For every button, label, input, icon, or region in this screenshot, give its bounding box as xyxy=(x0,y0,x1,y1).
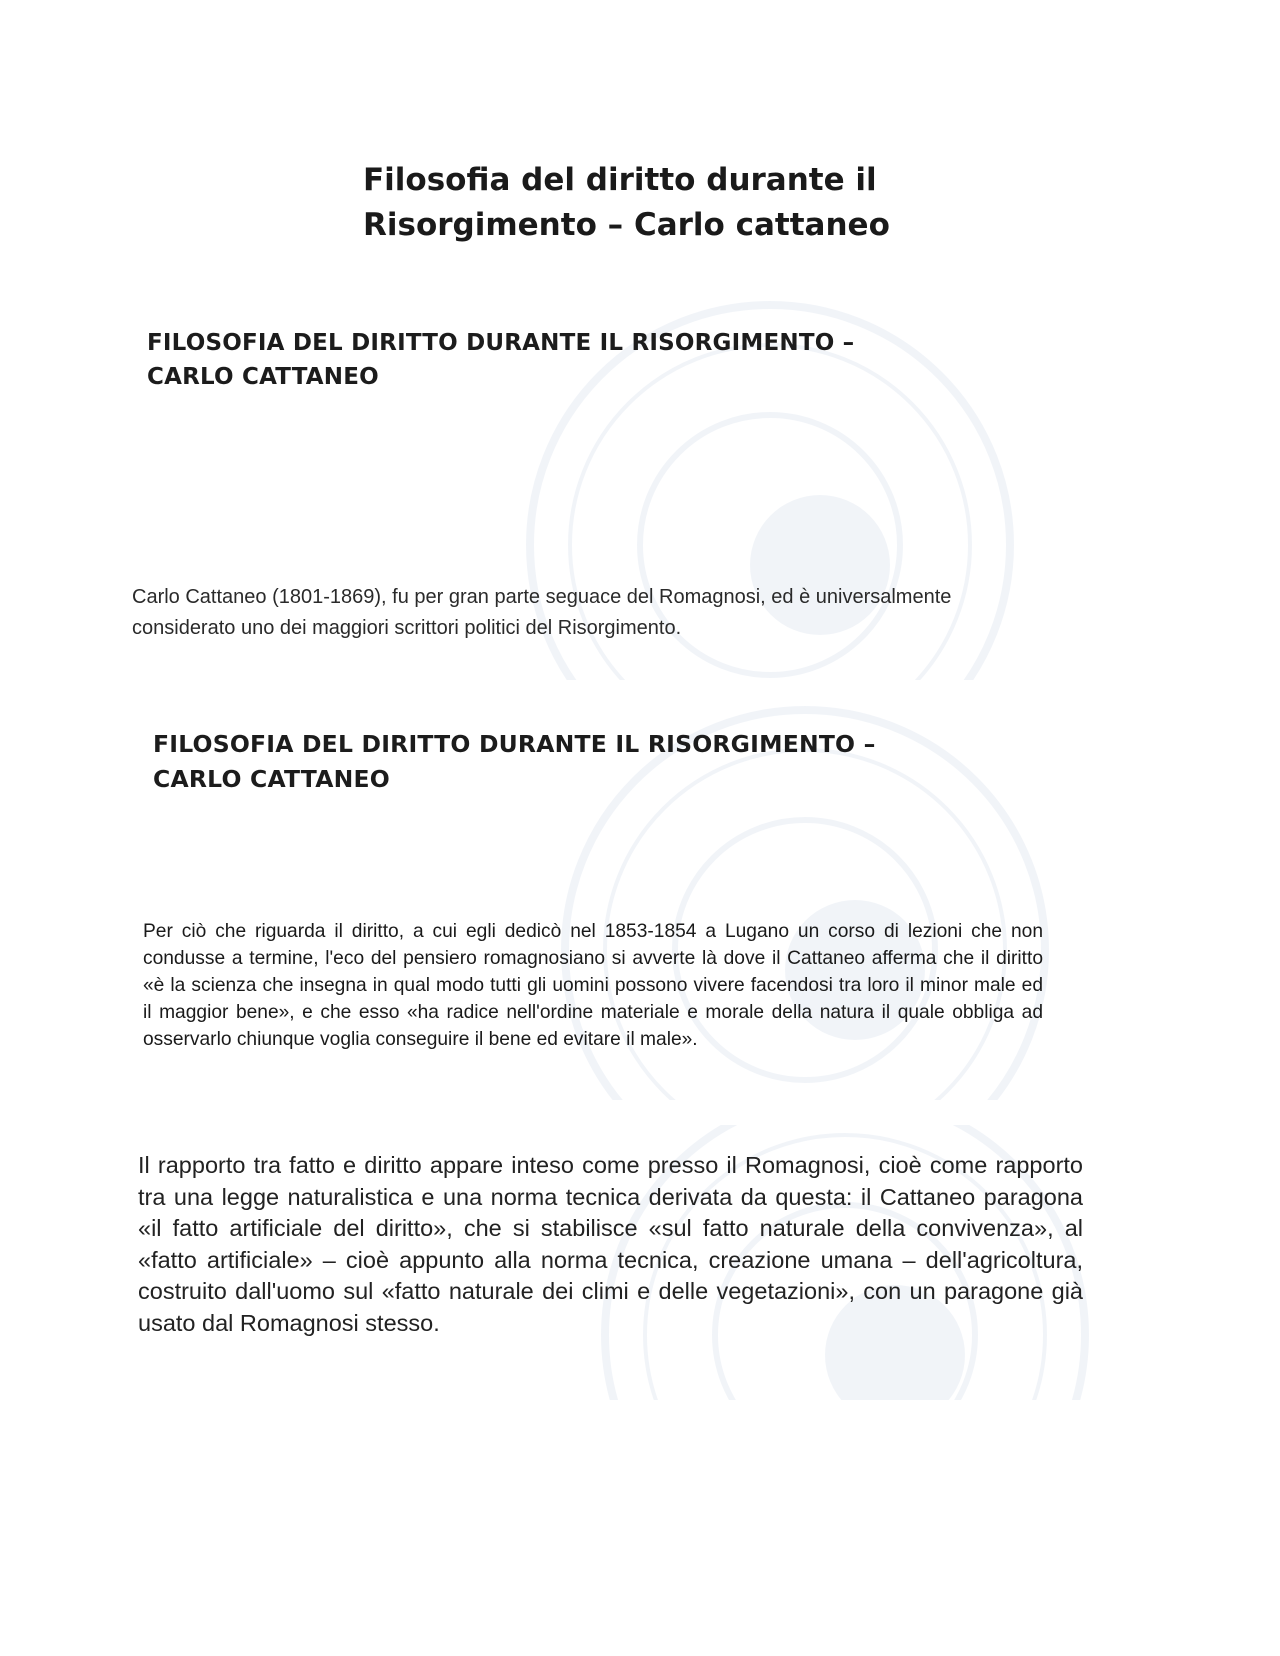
slide-paragraph: Il rapporto tra fatto e diritto appare inteso come presso il Romagnosi, cioè come rapporto tra una legge naturalistica e una norma tecnica derivata da questa: il Cattaneo paragona «il fatto artificiale del diritto», che si stabilisce «sul fatto naturale della convivenza», al «fatto artificiale» – cioè appunto alla norma tecnica, creazione umana – dell'agricoltura, costruito dall'uomo sul «fatto naturale dei climi e delle vegetazioni», con un paragone già usato dal Romagnosi stesso. xyxy=(138,1152,1083,1336)
slide-heading xyxy=(147,326,854,394)
slide-heading-line-1: FILOSOFIA DEL DIRITTO DURANTE IL RISORGIMENTO – xyxy=(153,730,876,758)
slide-heading-line-2: CARLO CATTANEO xyxy=(153,765,390,793)
page-title xyxy=(363,158,1063,248)
slide-1 xyxy=(125,300,1015,680)
slide-heading-line-2: CARLO CATTANEO xyxy=(147,364,379,390)
slide-3 xyxy=(125,1125,1090,1400)
page-title-line-1: Filosofia del diritto durante il xyxy=(363,162,877,198)
page-title-line-2: Risorgimento – Carlo cattaneo xyxy=(363,207,890,243)
slide-paragraph: Carlo Cattaneo (1801-1869), fu per gran parte seguace del Romagnosi, ed è universalmente considerato uno dei maggiori scrittori politici del Risorgimento. xyxy=(132,586,952,639)
slide-2 xyxy=(135,700,1060,1100)
slide-paragraph: Per ciò che riguarda il diritto, a cui egli dedicò nel 1853-1854 a Lugano un corso di lezioni che non condusse a termine, l'eco del pensiero romagnosiano si avverte là dove il Cattaneo afferma che il diritto «è la scienza che insegna in qual modo tutti gli uomini possono vivere facendosi tra loro il minor male ed il maggior bene», e che esso «ha radice nell'ordine materiale e morale della natura il quale obbliga ad osservarlo chiunque voglia conseguire il bene ed evitare il male». xyxy=(143,921,1043,1050)
slide-heading xyxy=(153,727,876,797)
slide-heading-line-1: FILOSOFIA DEL DIRITTO DURANTE IL RISORGIMENTO – xyxy=(147,330,855,356)
